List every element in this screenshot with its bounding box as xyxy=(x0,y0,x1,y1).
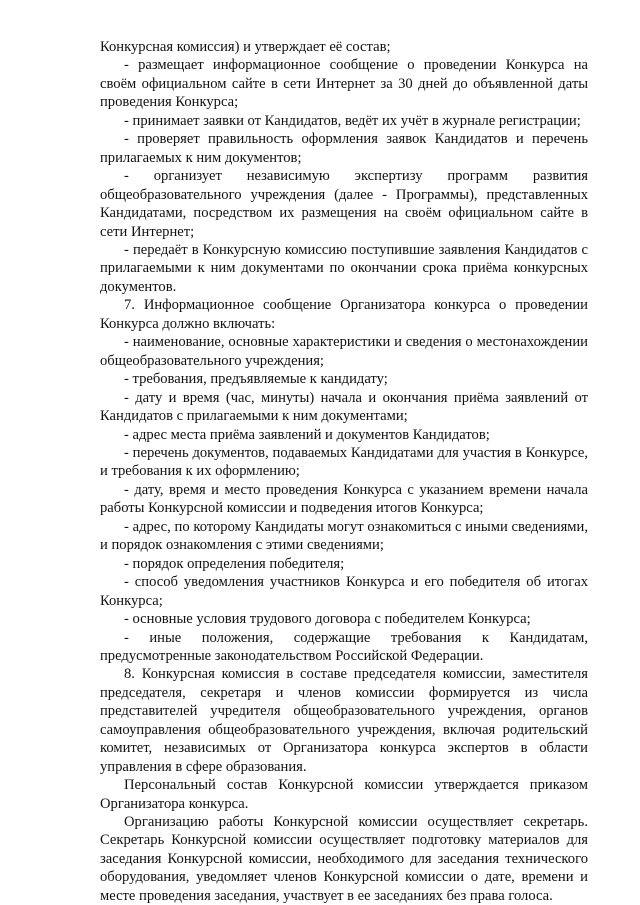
paragraph-commission-composition: Конкурсная комиссия) и утверждает её состав; xyxy=(100,39,391,55)
paragraph-secretary-duties: Организацию работы Конкурсной комиссии осуществляет секретарь. Секретарь Конкурсной комиссии осуществляет подготовку материалов для заседания Конкурсной комиссии, необходимого для заседания технического оборудования, уведомляет членов Конкурсной комиссии о дате, времени и месте проведения заседания, участвует в ее заседаниях без права голоса. xyxy=(100,814,588,904)
paragraph-transfer-applications: - передаёт в Конкурсную комиссию поступившие заявления Кандидатов с прилагаемыми к ним документами по окончании срока приёма конкурсных документов. xyxy=(100,241,588,295)
paragraph-accept-applications: - принимает заявки от Кандидатов, ведёт их учёт в журнале регистрации; xyxy=(124,112,581,129)
list-item-candidate-requirements: - требования, предъявляемые к кандидату; xyxy=(124,371,388,388)
list-item-documents-list: - перечень документов, подаваемых Кандидатами для участия в Конкурсе, и требования к их оформлению; xyxy=(100,444,588,480)
list-item-application-dates: - дату и время (час, минуты) начала и окончания приёма заявлений от Кандидатов с прилагаемыми к ним документами; xyxy=(100,389,588,425)
list-item-contract-terms: - основные условия трудового договора с победителем Конкурса; xyxy=(124,611,531,628)
paragraph-personal-composition: Персональный состав Конкурсной комиссии утверждается приказом Организатора конкурса. xyxy=(100,777,588,812)
list-item-institution-name: - наименование, основные характеристики и сведения о местонахождении общеобразовательного учреждения; xyxy=(100,334,588,369)
paragraph-section-7: 7. Информационное сообщение Организатора конкурса о проведении Конкурса должно включать: xyxy=(100,297,588,332)
paragraph-post-announcement: - размещает информационное сообщение о проведении Конкурса на своём официальном сайте в сети Интернет за 30 дней до объявленной даты проведения Конкурса; xyxy=(100,57,588,111)
list-item-contest-date-place: - дату, время и место проведения Конкурса с указанием времени начала работы Конкурсной комиссии и подведения итогов Конкурса; xyxy=(100,481,588,517)
list-item-info-address: - адрес, по которому Кандидаты могут ознакомиться с иными сведениями, и порядок ознакомления с этими сведениями; xyxy=(100,518,588,554)
list-item-notification-method: - способ уведомления участников Конкурса и его победителя об итогах Конкурса; xyxy=(100,574,588,609)
paragraph-section-8: 8. Конкурсная комиссия в составе председателя комиссии, заместителя председателя, секретаря и членов комиссии формируется из числа представителей учредителя общеобразовательного учреждения, органов самоуправления общеобразовательного учреждения, включая родительский комитет, независимых от Организатора конкурса экспертов в области управления в сфере образования. xyxy=(100,666,588,775)
list-item-application-address: - адрес места приёма заявлений и документов Кандидатов; xyxy=(124,426,490,443)
paragraph-check-applications: - проверяет правильность оформления заявок Кандидатов и перечень прилагаемых к ним документов; xyxy=(100,131,588,166)
list-item-other-provisions: - иные положения, содержащие требования к Кандидатам, предусмотренные законодательством Российской Федерации. xyxy=(100,629,588,664)
paragraph-organize-expertise: - организует независимую экспертизу программ развития общеобразовательного учреждения (далее - Программы), представленных Кандидатами, посредством их размещения на своём официальном сайте в сети Интернет; xyxy=(100,168,588,240)
document-page xyxy=(100,38,588,905)
list-item-winner-procedure: - порядок определения победителя; xyxy=(124,555,345,572)
